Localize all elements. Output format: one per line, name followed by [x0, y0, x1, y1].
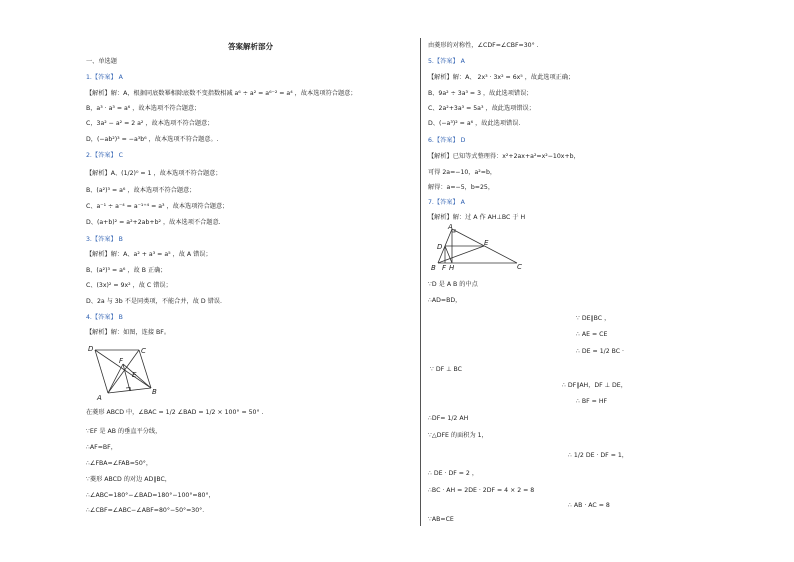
triangle-figure	[428, 223, 534, 275]
text-line: 【解析】解：A，根据同底数幂相除底数不变指数相减 a⁶ ÷ a² = a⁶⁻² = a⁴ ，故本选项符合题意；	[86, 90, 357, 97]
text-line: 可得 2a=−10，a²=b，	[428, 169, 497, 176]
text-line: 由菱形的对称性，∠CDF=∠CBF=30° .	[428, 42, 539, 49]
text-line: ∴∠ABC=180°−∠BAD=180°−100°=80°，	[86, 492, 215, 499]
text-line: D、(−a³)² = a⁶ ，故此选项错误.	[428, 120, 521, 127]
page-title: 答案解析部分	[228, 42, 273, 51]
label-h: H	[449, 264, 455, 272]
answer-line: 1.【答案】 A	[86, 74, 123, 81]
label-c: C	[141, 347, 146, 355]
answer-line: 4.【答案】 B	[86, 314, 123, 321]
column-divider	[420, 38, 421, 526]
text-line: 【解析】A、(1/2)⁰ = 1 ，故本选项不符合题意；	[86, 170, 222, 177]
text-line: 【解析】解：A、 2x³ · 3x² = 6x⁵ ，故此选项正确；	[428, 74, 575, 81]
text-line: 在菱形 ABCD 中，∠BAC = 1/2 ∠BAD = 1/2 × 100° = 50° .	[86, 409, 264, 416]
text-line: ∴ DE = 1/2 BC ·	[576, 348, 625, 355]
label-e: E	[484, 239, 489, 247]
text-line: ∴ AB · AC = 8	[568, 502, 610, 509]
text-line: ∵△DFE 的面积为 1，	[428, 432, 488, 439]
text-line: ∴ 1/2 DE · DF = 1，	[568, 452, 628, 459]
text-line: B、(a²)³ = a⁶ ，故 B 正确；	[86, 267, 167, 274]
text-line: 【解析】解：如图，连接 BF。	[86, 329, 171, 336]
answer-line: 2.【答案】 C	[86, 152, 123, 159]
text-line: ∴ BF = HF	[576, 398, 608, 405]
text-line: ∴DF= 1/2 AH	[428, 415, 469, 422]
text-line: C、(3x)² = 9x² ，故 C 错误；	[86, 282, 172, 289]
rhombus-figure	[86, 341, 166, 403]
section-heading: 一、单选题	[86, 58, 117, 65]
text-line: ∵AB=CE	[428, 516, 454, 523]
text-line: ∴ DF∥AH，DF ⊥ DE，	[562, 382, 627, 389]
text-line: ∴BC · AH = 2DE · 2DF = 4 × 2 = 8	[428, 487, 535, 494]
text-line: B，a³ · a³ = a⁶ ，故本选项不符合题意；	[86, 105, 201, 112]
text-line: D、(a+b)² = a²+2ab+b² ，故本选项不合题意.	[86, 219, 221, 226]
label-f: F	[119, 357, 124, 365]
text-line: C、2a²+3a³ = 5a³ ，故此选项错误；	[428, 105, 535, 112]
text-line: 【解析】解：A、a² + a³ = a⁵ ，故 A 错误；	[86, 251, 212, 258]
label-b: B	[431, 264, 436, 272]
label-b: B	[152, 388, 157, 396]
label-f: F	[442, 264, 447, 272]
label-a: A	[448, 223, 453, 231]
text-line: 解得：a=−5，b=25，	[428, 184, 495, 191]
answer-line: 3.【答案】 B	[86, 236, 123, 243]
answer-line: 6.【答案】 D	[428, 137, 466, 144]
text-line: ∴ AE = CE	[576, 331, 608, 338]
text-line: ∴∠FBA=∠FAB=50°，	[86, 460, 153, 467]
text-line: D，(−ab²)³ = −a³b⁶ ，故本选项不符合题意。.	[86, 136, 219, 143]
label-d: D	[437, 243, 443, 251]
answer-line: 7.【答案】 A	[428, 199, 465, 206]
text-line: 【解析】解：过 A 作 AH⊥BC 于 H	[428, 214, 526, 221]
text-line: C，3a² − a² = 2 a² ，故本选项不符合题意；	[86, 120, 214, 127]
label-d: D	[88, 345, 94, 353]
label-a: A	[97, 394, 102, 402]
text-line: C、a⁻¹ ÷ a⁻⁴ = a⁻¹⁺⁴ = a³ ，故本选项符合题意；	[86, 203, 229, 210]
text-line: ∴AF=BF，	[86, 444, 117, 451]
text-line: D、2a 与 3b 不是同类项，不能合并，故 D 错误.	[86, 298, 222, 305]
text-line: 【解析】已知等式整理得：x²+2ax+a²=x²−10x+b，	[428, 153, 580, 160]
label-c: C	[517, 263, 522, 271]
text-line: ∵ DE∥BC ，	[576, 315, 611, 322]
text-line: B、(a²)³ = a⁶ ，故本选项不符合题意；	[86, 187, 196, 194]
text-line: ∵菱形 ABCD 的对边 AD∥BC，	[86, 476, 171, 483]
answer-line: 5.【答案】 A	[428, 58, 465, 65]
text-line: ∵EF 是 AB 的垂直平分线，	[86, 428, 162, 435]
text-line: ∴ DE · DF = 2 ，	[428, 470, 479, 477]
text-line: ∵D 是 A B 的中点	[428, 281, 478, 288]
text-line: ∴AD=BD，	[428, 297, 462, 304]
text-line: ∴∠CBF=∠ABC−∠ABF=80°−50°=30°．	[86, 507, 209, 514]
text-line: B、9a² ÷ 3a³ = 3 ，故此选项错误；	[428, 90, 533, 97]
text-line: ∵ DF ⊥ BC	[430, 366, 463, 373]
label-e: E	[132, 371, 137, 379]
